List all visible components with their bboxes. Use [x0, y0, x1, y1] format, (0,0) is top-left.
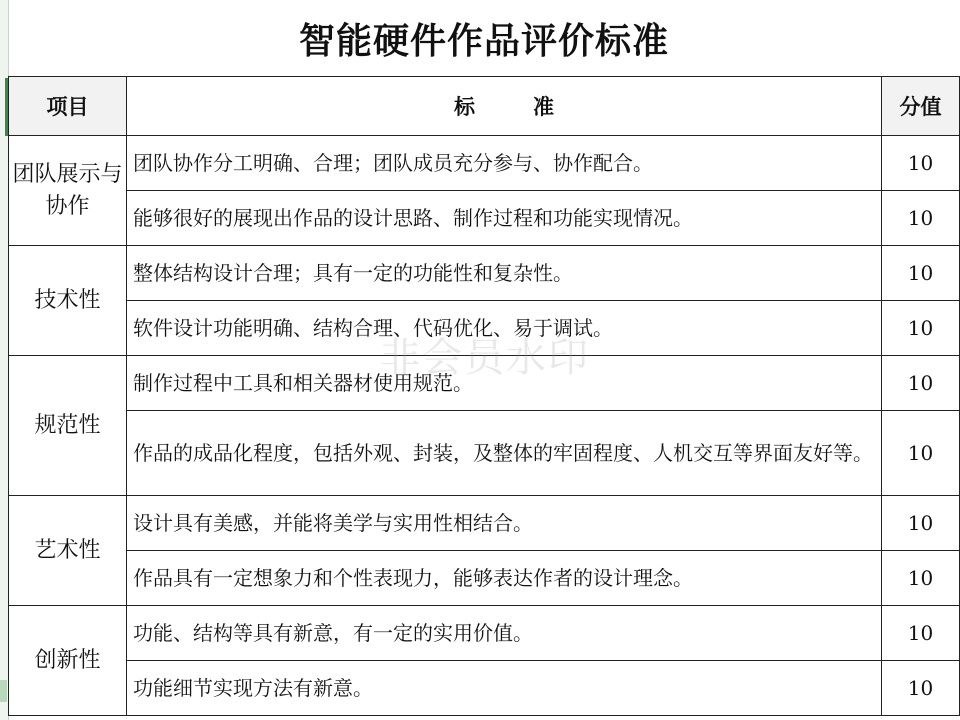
criterion-cell[interactable]: 设计具有美感，并能将美学与实用性相结合。	[127, 496, 882, 551]
score-cell[interactable]: 10	[882, 301, 960, 356]
criterion-cell[interactable]: 作品的成品化程度，包括外观、封装，及整体的牢固程度、人机交互等界面友好等。	[127, 411, 882, 496]
table-row	[9, 136, 960, 191]
table-row	[9, 661, 960, 716]
criterion-cell[interactable]: 整体结构设计合理；具有一定的功能性和复杂性。	[127, 246, 882, 301]
criterion-cell[interactable]: 功能细节实现方法有新意。	[127, 661, 882, 716]
table-row	[9, 301, 960, 356]
category-cell[interactable]: 技术性	[9, 246, 127, 356]
header-score[interactable]: 分值	[882, 77, 960, 136]
header-standard[interactable]: 标准	[127, 77, 882, 136]
criteria-table	[8, 76, 960, 716]
table-row	[9, 411, 960, 496]
table-row	[9, 496, 960, 551]
category-cell[interactable]: 团队展示与协作	[9, 136, 127, 246]
table-row	[9, 246, 960, 301]
table-row	[9, 191, 960, 246]
criterion-cell[interactable]: 能够很好的展现出作品的设计思路、制作过程和功能实现情况。	[127, 191, 882, 246]
sheet-title[interactable]: 智能硬件作品评价标准	[8, 0, 960, 77]
table-row	[9, 606, 960, 661]
criterion-cell[interactable]: 团队协作分工明确、合理；团队成员充分参与、协作配合。	[127, 136, 882, 191]
header-item[interactable]: 项目	[9, 77, 127, 136]
score-cell[interactable]: 10	[882, 496, 960, 551]
criterion-cell[interactable]: 制作过程中工具和相关器材使用规范。	[127, 356, 882, 411]
score-cell[interactable]: 10	[882, 191, 960, 246]
row-marker	[0, 680, 7, 702]
evaluation-sheet	[8, 0, 960, 720]
criterion-cell[interactable]: 功能、结构等具有新意，有一定的实用价值。	[127, 606, 882, 661]
criterion-cell[interactable]: 软件设计功能明确、结构合理、代码优化、易于调试。	[127, 301, 882, 356]
watermark-text: 非会员水印	[380, 335, 590, 381]
score-cell[interactable]: 10	[882, 411, 960, 496]
score-cell[interactable]: 10	[882, 661, 960, 716]
category-cell[interactable]: 规范性	[9, 356, 127, 496]
table-row	[9, 356, 960, 411]
criterion-cell[interactable]: 作品具有一定想象力和个性表现力，能够表达作者的设计理念。	[127, 551, 882, 606]
score-cell[interactable]: 10	[882, 356, 960, 411]
category-cell[interactable]: 艺术性	[9, 496, 127, 606]
score-cell[interactable]: 10	[882, 136, 960, 191]
header-row	[9, 77, 960, 136]
score-cell[interactable]: 10	[882, 606, 960, 661]
score-cell[interactable]: 10	[882, 246, 960, 301]
score-cell[interactable]: 10	[882, 551, 960, 606]
category-cell[interactable]: 创新性	[9, 606, 127, 716]
table-row	[9, 551, 960, 606]
